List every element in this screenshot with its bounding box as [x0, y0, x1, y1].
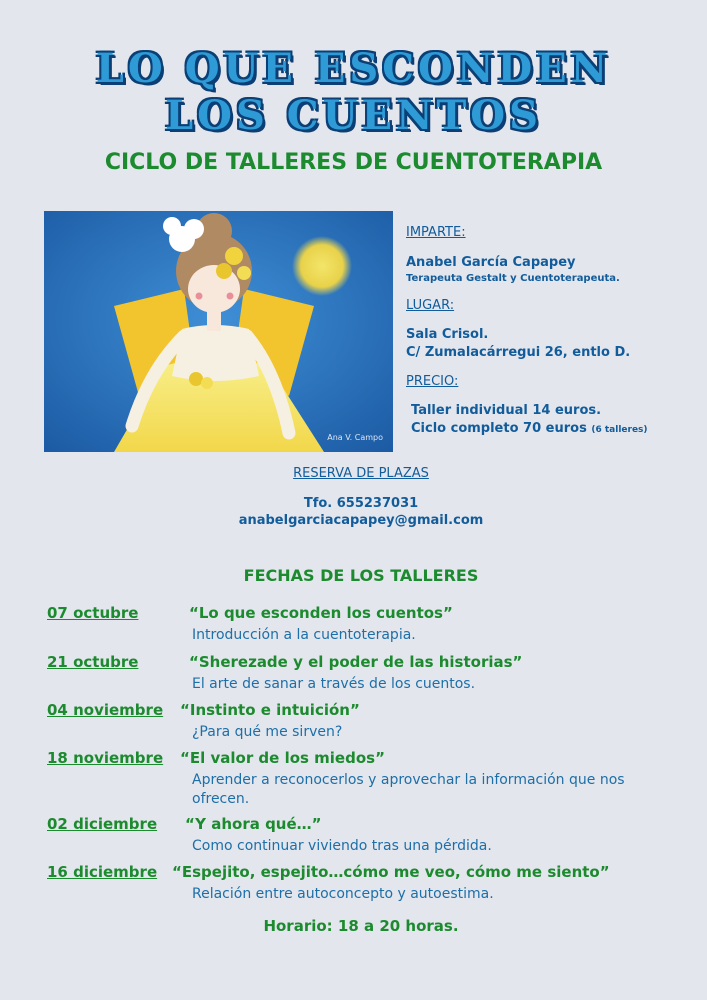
schedule-item	[0, 749, 707, 807]
workshop-date: 21 octubre	[47, 653, 139, 671]
workshop-description: Aprender a reconocerlos y aprovechar la información que nos ofrecen.	[192, 772, 625, 807]
workshop-title: “Y ahora qué…”	[185, 815, 322, 833]
workshop-title: “El valor de los miedos”	[180, 749, 385, 767]
venue-address: C/ Zumalacárregui 26, entlo D.	[406, 345, 631, 360]
workshop-date: 07 octubre	[47, 604, 139, 622]
workshop-title: “Espejito, espejito…cómo me veo, cómo me siento”	[172, 863, 610, 881]
photo-credit: Ana V. Campo	[327, 433, 383, 442]
workshop-title: “Instinto e intuición”	[180, 701, 360, 719]
price-individual: Taller individual 14 euros.	[411, 403, 602, 418]
workshop-title: “Sherezade y el poder de las historias”	[189, 653, 523, 671]
doll-photo	[44, 211, 393, 452]
contact-email[interactable]: anabelgarciacapapey@gmail.com	[238, 513, 484, 528]
lugar-label: LUGAR:	[406, 298, 455, 313]
workshop-description: ¿Para qué me sirven?	[192, 724, 343, 740]
imparte-label: IMPARTE:	[406, 225, 466, 240]
precio-label: PRECIO:	[406, 374, 459, 389]
workshop-date: 04 noviembre	[47, 701, 164, 719]
price-cycle-text: Ciclo completo 70 euros	[411, 421, 587, 436]
schedule-item	[0, 653, 707, 703]
workshop-date: 02 diciembre	[47, 815, 158, 833]
schedule-hours: Horario: 18 a 20 horas.	[263, 917, 459, 935]
schedule-item	[0, 701, 707, 751]
contact-phone: Tfo. 655237031	[303, 496, 419, 511]
workshop-description: Introducción a la cuentoterapia.	[192, 627, 416, 643]
workshop-date: 16 diciembre	[47, 863, 158, 881]
schedule-item	[0, 604, 707, 654]
schedule-item	[0, 815, 707, 865]
poster-title-line1: LO QUE ESCONDEN	[95, 45, 612, 92]
teacher-name: Anabel García Capapey	[406, 255, 576, 270]
workshop-description: Relación entre autoconcepto y autoestima.	[192, 886, 494, 902]
workshop-date: 18 noviembre	[47, 749, 164, 767]
poster-title-line2: LOS CUENTOS	[164, 92, 543, 139]
price-cycle	[411, 421, 648, 436]
schedule-heading: FECHAS DE LOS TALLERES	[243, 566, 479, 585]
price-cycle-note: (6 talleres)	[591, 425, 648, 435]
workshop-description: Como continuar viviendo tras una pérdida.	[192, 838, 492, 854]
reservation-label: RESERVA DE PLAZAS	[293, 466, 429, 481]
workshop-description: El arte de sanar a través de los cuentos.	[192, 676, 476, 692]
venue-name: Sala Crisol.	[406, 327, 489, 342]
workshop-title: “Lo que esconden los cuentos”	[189, 604, 453, 622]
teacher-role: Terapeuta Gestalt y Cuentoterapeuta.	[406, 273, 620, 284]
poster-subtitle: CICLO DE TALLERES DE CUENTOTERAPIA	[104, 150, 603, 175]
schedule-item	[0, 863, 707, 913]
